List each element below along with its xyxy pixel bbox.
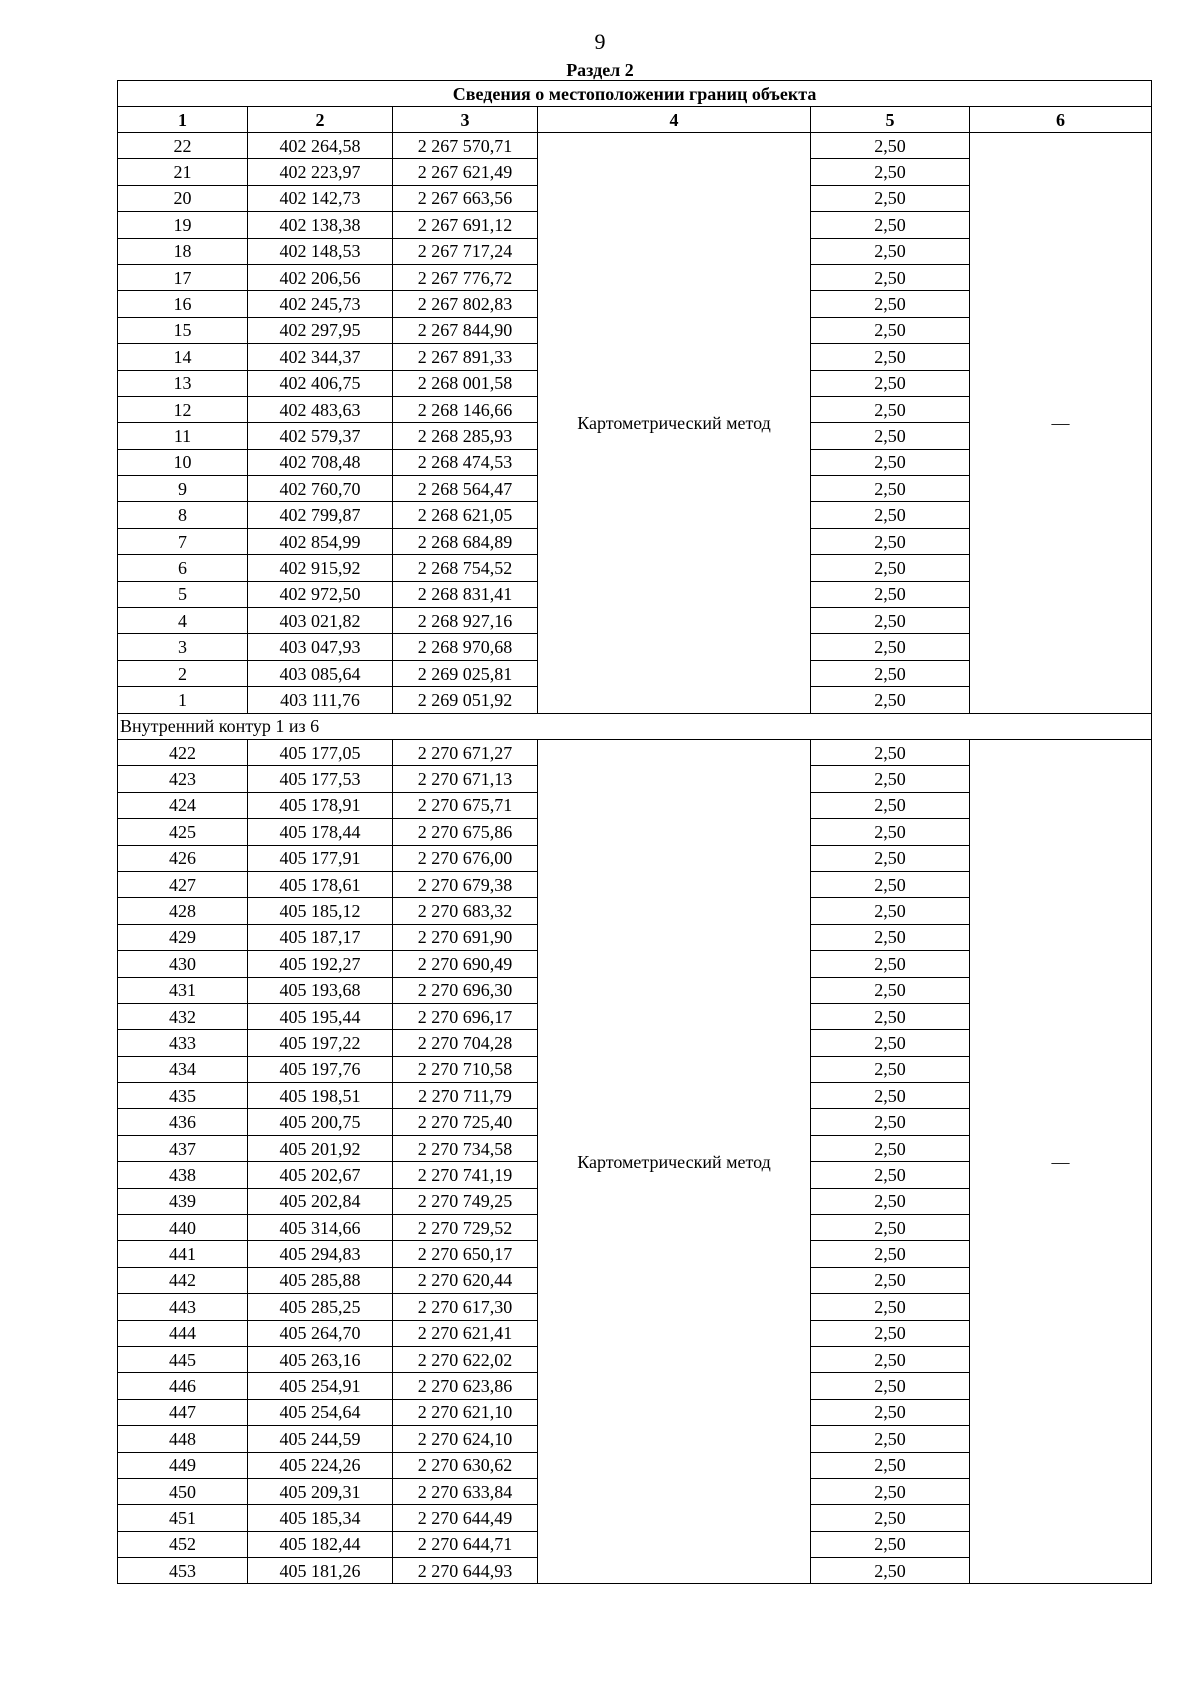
point-number-cell: 21: [118, 159, 248, 185]
y-coordinate-cell: 2 270 617,30: [393, 1294, 538, 1320]
point-number-cell: 442: [118, 1267, 248, 1293]
accuracy-cell: 2,50: [811, 766, 970, 792]
y-coordinate-cell: 2 270 725,40: [393, 1109, 538, 1135]
accuracy-cell: 2,50: [811, 977, 970, 1003]
accuracy-cell: 2,50: [811, 792, 970, 818]
y-coordinate-cell: 2 270 620,44: [393, 1267, 538, 1293]
x-coordinate-cell: 405 193,68: [248, 977, 393, 1003]
y-coordinate-cell: 2 270 711,79: [393, 1083, 538, 1109]
accuracy-cell: 2,50: [811, 449, 970, 475]
accuracy-cell: 2,50: [811, 951, 970, 977]
point-number-cell: 22: [118, 133, 248, 159]
x-coordinate-cell: 402 138,38: [248, 212, 393, 238]
x-coordinate-cell: 402 245,73: [248, 291, 393, 317]
point-number-cell: 433: [118, 1030, 248, 1056]
y-coordinate-cell: 2 270 650,17: [393, 1241, 538, 1267]
accuracy-cell: 2,50: [811, 634, 970, 660]
accuracy-cell: 2,50: [811, 423, 970, 449]
y-coordinate-cell: 2 268 001,58: [393, 370, 538, 396]
x-coordinate-cell: 405 187,17: [248, 924, 393, 950]
x-coordinate-cell: 405 209,31: [248, 1478, 393, 1504]
point-number-cell: 449: [118, 1452, 248, 1478]
x-coordinate-cell: 405 244,59: [248, 1426, 393, 1452]
x-coordinate-cell: 405 264,70: [248, 1320, 393, 1346]
accuracy-cell: 2,50: [811, 924, 970, 950]
accuracy-cell: 2,50: [811, 608, 970, 634]
point-number-cell: 436: [118, 1109, 248, 1135]
y-coordinate-cell: 2 267 717,24: [393, 238, 538, 264]
y-coordinate-cell: 2 270 644,93: [393, 1558, 538, 1584]
x-coordinate-cell: 405 285,88: [248, 1267, 393, 1293]
boundary-table: [117, 80, 1152, 1584]
x-coordinate-cell: 405 263,16: [248, 1346, 393, 1372]
x-coordinate-cell: 402 223,97: [248, 159, 393, 185]
y-coordinate-cell: 2 270 671,13: [393, 766, 538, 792]
accuracy-cell: 2,50: [811, 1294, 970, 1320]
accuracy-cell: 2,50: [811, 1373, 970, 1399]
point-number-cell: 3: [118, 634, 248, 660]
accuracy-cell: 2,50: [811, 396, 970, 422]
column-number: 1: [118, 107, 248, 133]
point-number-cell: 441: [118, 1241, 248, 1267]
x-coordinate-cell: 405 178,44: [248, 819, 393, 845]
accuracy-cell: 2,50: [811, 238, 970, 264]
y-coordinate-cell: 2 269 051,92: [393, 687, 538, 713]
x-coordinate-cell: 402 483,63: [248, 396, 393, 422]
x-coordinate-cell: 402 579,37: [248, 423, 393, 449]
accuracy-cell: 2,50: [811, 528, 970, 554]
point-number-cell: 437: [118, 1135, 248, 1161]
y-coordinate-cell: 2 268 146,66: [393, 396, 538, 422]
point-number-cell: 431: [118, 977, 248, 1003]
section-title: Раздел 2: [566, 60, 634, 80]
y-coordinate-cell: 2 270 671,27: [393, 739, 538, 765]
accuracy-cell: 2,50: [811, 317, 970, 343]
accuracy-cell: 2,50: [811, 555, 970, 581]
x-coordinate-cell: 402 708,48: [248, 449, 393, 475]
y-coordinate-cell: 2 270 683,32: [393, 898, 538, 924]
contour-label: Внутренний контур 1 из 6: [118, 713, 1152, 739]
accuracy-cell: 2,50: [811, 344, 970, 370]
point-number-cell: 434: [118, 1056, 248, 1082]
x-coordinate-cell: 405 200,75: [248, 1109, 393, 1135]
accuracy-cell: 2,50: [811, 1478, 970, 1504]
y-coordinate-cell: 2 268 621,05: [393, 502, 538, 528]
y-coordinate-cell: 2 270 704,28: [393, 1030, 538, 1056]
point-number-cell: 17: [118, 264, 248, 290]
x-coordinate-cell: 405 202,67: [248, 1162, 393, 1188]
accuracy-cell: 2,50: [811, 502, 970, 528]
x-coordinate-cell: 405 197,76: [248, 1056, 393, 1082]
x-coordinate-cell: 405 254,64: [248, 1399, 393, 1425]
y-coordinate-cell: 2 270 676,00: [393, 845, 538, 871]
y-coordinate-cell: 2 267 621,49: [393, 159, 538, 185]
accuracy-cell: 2,50: [811, 1452, 970, 1478]
point-number-cell: 13: [118, 370, 248, 396]
y-coordinate-cell: 2 270 624,10: [393, 1426, 538, 1452]
x-coordinate-cell: 405 182,44: [248, 1531, 393, 1557]
column-number: 5: [811, 107, 970, 133]
x-coordinate-cell: 402 854,99: [248, 528, 393, 554]
accuracy-cell: 2,50: [811, 264, 970, 290]
point-number-cell: 445: [118, 1346, 248, 1372]
accuracy-cell: 2,50: [811, 1399, 970, 1425]
x-coordinate-cell: 405 198,51: [248, 1083, 393, 1109]
x-coordinate-cell: 402 799,87: [248, 502, 393, 528]
x-coordinate-cell: 402 206,56: [248, 264, 393, 290]
x-coordinate-cell: 405 294,83: [248, 1241, 393, 1267]
point-number-cell: 20: [118, 185, 248, 211]
x-coordinate-cell: 402 297,95: [248, 317, 393, 343]
accuracy-cell: 2,50: [811, 898, 970, 924]
y-coordinate-cell: 2 267 570,71: [393, 133, 538, 159]
x-coordinate-cell: 405 185,34: [248, 1505, 393, 1531]
x-coordinate-cell: 402 344,37: [248, 344, 393, 370]
point-number-cell: 10: [118, 449, 248, 475]
point-number-cell: 426: [118, 845, 248, 871]
accuracy-cell: 2,50: [811, 1531, 970, 1557]
accuracy-cell: 2,50: [811, 1241, 970, 1267]
accuracy-cell: 2,50: [811, 1003, 970, 1029]
y-coordinate-cell: 2 267 844,90: [393, 317, 538, 343]
y-coordinate-cell: 2 270 691,90: [393, 924, 538, 950]
point-number-cell: 451: [118, 1505, 248, 1531]
y-coordinate-cell: 2 267 802,83: [393, 291, 538, 317]
y-coordinate-cell: 2 270 741,19: [393, 1162, 538, 1188]
point-number-cell: 6: [118, 555, 248, 581]
column-6-cell: —: [970, 739, 1152, 1584]
point-number-cell: 448: [118, 1426, 248, 1452]
accuracy-cell: 2,50: [811, 660, 970, 686]
accuracy-cell: 2,50: [811, 1030, 970, 1056]
accuracy-cell: 2,50: [811, 1083, 970, 1109]
y-coordinate-cell: 2 270 729,52: [393, 1215, 538, 1241]
x-coordinate-cell: 403 047,93: [248, 634, 393, 660]
point-number-cell: 443: [118, 1294, 248, 1320]
y-coordinate-cell: 2 270 621,10: [393, 1399, 538, 1425]
accuracy-cell: 2,50: [811, 1320, 970, 1346]
y-coordinate-cell: 2 270 734,58: [393, 1135, 538, 1161]
x-coordinate-cell: 402 760,70: [248, 476, 393, 502]
y-coordinate-cell: 2 270 644,49: [393, 1505, 538, 1531]
accuracy-cell: 2,50: [811, 1346, 970, 1372]
accuracy-cell: 2,50: [811, 1505, 970, 1531]
point-number-cell: 439: [118, 1188, 248, 1214]
table-body: [118, 133, 1152, 1584]
point-number-cell: 1: [118, 687, 248, 713]
table-row: [118, 133, 1152, 159]
accuracy-cell: 2,50: [811, 212, 970, 238]
y-coordinate-cell: 2 270 696,30: [393, 977, 538, 1003]
point-number-cell: 8: [118, 502, 248, 528]
point-number-cell: 423: [118, 766, 248, 792]
x-coordinate-cell: 402 972,50: [248, 581, 393, 607]
accuracy-cell: 2,50: [811, 1558, 970, 1584]
x-coordinate-cell: 402 915,92: [248, 555, 393, 581]
y-coordinate-cell: 2 270 690,49: [393, 951, 538, 977]
point-number-cell: 9: [118, 476, 248, 502]
accuracy-cell: 2,50: [811, 739, 970, 765]
x-coordinate-cell: 405 195,44: [248, 1003, 393, 1029]
method-cell: Картометрический метод: [538, 133, 811, 714]
point-number-cell: 435: [118, 1083, 248, 1109]
point-number-cell: 18: [118, 238, 248, 264]
x-coordinate-cell: 405 177,05: [248, 739, 393, 765]
y-coordinate-cell: 2 268 285,93: [393, 423, 538, 449]
y-coordinate-cell: 2 268 564,47: [393, 476, 538, 502]
accuracy-cell: 2,50: [811, 845, 970, 871]
accuracy-cell: 2,50: [811, 476, 970, 502]
point-number-cell: 19: [118, 212, 248, 238]
x-coordinate-cell: 403 111,76: [248, 687, 393, 713]
y-coordinate-cell: 2 270 633,84: [393, 1478, 538, 1504]
x-coordinate-cell: 405 201,92: [248, 1135, 393, 1161]
point-number-cell: 444: [118, 1320, 248, 1346]
x-coordinate-cell: 405 202,84: [248, 1188, 393, 1214]
point-number-cell: 2: [118, 660, 248, 686]
x-coordinate-cell: 405 178,91: [248, 792, 393, 818]
point-number-cell: 428: [118, 898, 248, 924]
y-coordinate-cell: 2 268 684,89: [393, 528, 538, 554]
x-coordinate-cell: 405 192,27: [248, 951, 393, 977]
point-number-cell: 11: [118, 423, 248, 449]
accuracy-cell: 2,50: [811, 819, 970, 845]
y-coordinate-cell: 2 270 622,02: [393, 1346, 538, 1372]
y-coordinate-cell: 2 267 776,72: [393, 264, 538, 290]
column-number: 3: [393, 107, 538, 133]
point-number-cell: 15: [118, 317, 248, 343]
page-number: 9: [594, 29, 606, 54]
point-number-cell: 452: [118, 1531, 248, 1557]
table-row: [118, 739, 1152, 765]
point-number-cell: 438: [118, 1162, 248, 1188]
x-coordinate-cell: 405 185,12: [248, 898, 393, 924]
accuracy-cell: 2,50: [811, 1215, 970, 1241]
column-6-cell: —: [970, 133, 1152, 714]
accuracy-cell: 2,50: [811, 159, 970, 185]
accuracy-cell: 2,50: [811, 291, 970, 317]
x-coordinate-cell: 405 177,53: [248, 766, 393, 792]
x-coordinate-cell: 402 148,53: [248, 238, 393, 264]
y-coordinate-cell: 2 270 644,71: [393, 1531, 538, 1557]
x-coordinate-cell: 405 285,25: [248, 1294, 393, 1320]
x-coordinate-cell: 405 224,26: [248, 1452, 393, 1478]
y-coordinate-cell: 2 268 831,41: [393, 581, 538, 607]
accuracy-cell: 2,50: [811, 1109, 970, 1135]
column-number: 6: [970, 107, 1152, 133]
y-coordinate-cell: 2 270 675,86: [393, 819, 538, 845]
accuracy-cell: 2,50: [811, 581, 970, 607]
accuracy-cell: 2,50: [811, 1056, 970, 1082]
x-coordinate-cell: 405 177,91: [248, 845, 393, 871]
x-coordinate-cell: 402 142,73: [248, 185, 393, 211]
table-caption: Сведения о местоположении границ объекта: [118, 81, 1152, 107]
accuracy-cell: 2,50: [811, 871, 970, 897]
x-coordinate-cell: 405 314,66: [248, 1215, 393, 1241]
accuracy-cell: 2,50: [811, 1426, 970, 1452]
y-coordinate-cell: 2 269 025,81: [393, 660, 538, 686]
x-coordinate-cell: 405 197,22: [248, 1030, 393, 1056]
accuracy-cell: 2,50: [811, 687, 970, 713]
y-coordinate-cell: 2 270 623,86: [393, 1373, 538, 1399]
point-number-cell: 427: [118, 871, 248, 897]
accuracy-cell: 2,50: [811, 1188, 970, 1214]
point-number-cell: 5: [118, 581, 248, 607]
point-number-cell: 425: [118, 819, 248, 845]
point-number-cell: 422: [118, 739, 248, 765]
y-coordinate-cell: 2 268 474,53: [393, 449, 538, 475]
x-coordinate-cell: 405 178,61: [248, 871, 393, 897]
y-coordinate-cell: 2 270 630,62: [393, 1452, 538, 1478]
accuracy-cell: 2,50: [811, 1162, 970, 1188]
y-coordinate-cell: 2 270 679,38: [393, 871, 538, 897]
point-number-cell: 453: [118, 1558, 248, 1584]
accuracy-cell: 2,50: [811, 1267, 970, 1293]
point-number-cell: 430: [118, 951, 248, 977]
y-coordinate-cell: 2 270 710,58: [393, 1056, 538, 1082]
method-cell: Картометрический метод: [538, 739, 811, 1584]
contour-label-row: [118, 713, 1152, 739]
y-coordinate-cell: 2 270 696,17: [393, 1003, 538, 1029]
column-number: 4: [538, 107, 811, 133]
y-coordinate-cell: 2 270 749,25: [393, 1188, 538, 1214]
point-number-cell: 447: [118, 1399, 248, 1425]
point-number-cell: 4: [118, 608, 248, 634]
column-number-row: [118, 107, 1152, 133]
point-number-cell: 446: [118, 1373, 248, 1399]
accuracy-cell: 2,50: [811, 1135, 970, 1161]
column-number: 2: [248, 107, 393, 133]
y-coordinate-cell: 2 268 754,52: [393, 555, 538, 581]
y-coordinate-cell: 2 270 675,71: [393, 792, 538, 818]
point-number-cell: 16: [118, 291, 248, 317]
y-coordinate-cell: 2 270 621,41: [393, 1320, 538, 1346]
point-number-cell: 14: [118, 344, 248, 370]
y-coordinate-cell: 2 267 663,56: [393, 185, 538, 211]
y-coordinate-cell: 2 268 927,16: [393, 608, 538, 634]
y-coordinate-cell: 2 268 970,68: [393, 634, 538, 660]
point-number-cell: 450: [118, 1478, 248, 1504]
point-number-cell: 12: [118, 396, 248, 422]
y-coordinate-cell: 2 267 691,12: [393, 212, 538, 238]
x-coordinate-cell: 403 021,82: [248, 608, 393, 634]
point-number-cell: 7: [118, 528, 248, 554]
y-coordinate-cell: 2 267 891,33: [393, 344, 538, 370]
point-number-cell: 432: [118, 1003, 248, 1029]
point-number-cell: 429: [118, 924, 248, 950]
x-coordinate-cell: 405 181,26: [248, 1558, 393, 1584]
accuracy-cell: 2,50: [811, 133, 970, 159]
x-coordinate-cell: 402 406,75: [248, 370, 393, 396]
x-coordinate-cell: 405 254,91: [248, 1373, 393, 1399]
accuracy-cell: 2,50: [811, 370, 970, 396]
x-coordinate-cell: 403 085,64: [248, 660, 393, 686]
point-number-cell: 440: [118, 1215, 248, 1241]
x-coordinate-cell: 402 264,58: [248, 133, 393, 159]
point-number-cell: 424: [118, 792, 248, 818]
accuracy-cell: 2,50: [811, 185, 970, 211]
table-caption-row: [118, 81, 1152, 107]
